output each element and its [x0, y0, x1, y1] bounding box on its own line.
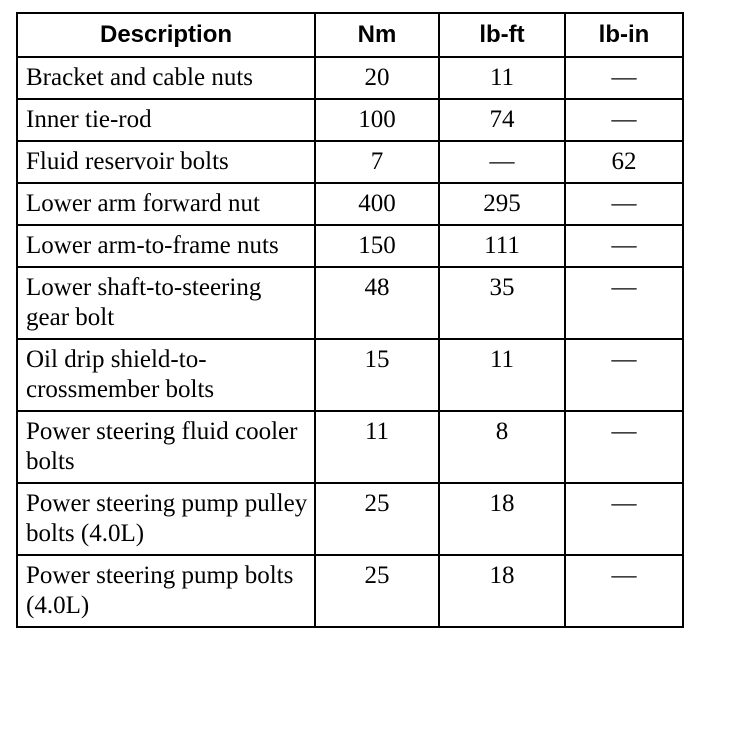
- cell-lb-ft: 18: [439, 483, 565, 555]
- table-row: [17, 555, 683, 627]
- table-row: [17, 339, 683, 411]
- table-row: [17, 141, 683, 183]
- header-lb-ft: lb-ft: [439, 13, 565, 57]
- cell-nm: 150: [315, 225, 439, 267]
- cell-lb-ft: 111: [439, 225, 565, 267]
- cell-nm: 400: [315, 183, 439, 225]
- cell-lb-in: —: [565, 225, 683, 267]
- table-row: [17, 99, 683, 141]
- table-row: [17, 225, 683, 267]
- cell-nm: 20: [315, 57, 439, 99]
- table-row: [17, 267, 683, 339]
- header-nm: Nm: [315, 13, 439, 57]
- cell-lb-ft: 295: [439, 183, 565, 225]
- cell-lb-ft: 35: [439, 267, 565, 339]
- cell-nm: 100: [315, 99, 439, 141]
- cell-nm: 11: [315, 411, 439, 483]
- cell-description: Power steering pump pulley bolts (4.0L): [17, 483, 315, 555]
- cell-description: Fluid reservoir bolts: [17, 141, 315, 183]
- cell-lb-in: —: [565, 483, 683, 555]
- table-row: [17, 483, 683, 555]
- cell-lb-ft: —: [439, 141, 565, 183]
- cell-nm: 25: [315, 483, 439, 555]
- cell-description: Lower arm forward nut: [17, 183, 315, 225]
- cell-description: Oil drip shield-to-crossmember bolts: [17, 339, 315, 411]
- cell-description: Power steering fluid cooler bolts: [17, 411, 315, 483]
- table-row: [17, 411, 683, 483]
- cell-description: Lower shaft-to-steering gear bolt: [17, 267, 315, 339]
- cell-lb-ft: 18: [439, 555, 565, 627]
- header-lb-in: lb-in: [565, 13, 683, 57]
- cell-lb-in: —: [565, 99, 683, 141]
- cell-lb-in: 62: [565, 141, 683, 183]
- cell-nm: 25: [315, 555, 439, 627]
- torque-spec-table: [16, 12, 684, 628]
- cell-lb-in: —: [565, 267, 683, 339]
- cell-lb-in: —: [565, 57, 683, 99]
- header-description: Description: [17, 13, 315, 57]
- cell-nm: 48: [315, 267, 439, 339]
- cell-nm: 15: [315, 339, 439, 411]
- cell-lb-ft: 74: [439, 99, 565, 141]
- table-row: [17, 183, 683, 225]
- cell-lb-in: —: [565, 411, 683, 483]
- cell-nm: 7: [315, 141, 439, 183]
- cell-description: Inner tie-rod: [17, 99, 315, 141]
- table-row: [17, 57, 683, 99]
- cell-lb-ft: 8: [439, 411, 565, 483]
- header-row: [17, 13, 683, 57]
- cell-lb-ft: 11: [439, 57, 565, 99]
- cell-lb-in: —: [565, 183, 683, 225]
- cell-lb-ft: 11: [439, 339, 565, 411]
- cell-description: Power steering pump bolts (4.0L): [17, 555, 315, 627]
- cell-lb-in: —: [565, 339, 683, 411]
- cell-description: Bracket and cable nuts: [17, 57, 315, 99]
- cell-description: Lower arm-to-frame nuts: [17, 225, 315, 267]
- cell-lb-in: —: [565, 555, 683, 627]
